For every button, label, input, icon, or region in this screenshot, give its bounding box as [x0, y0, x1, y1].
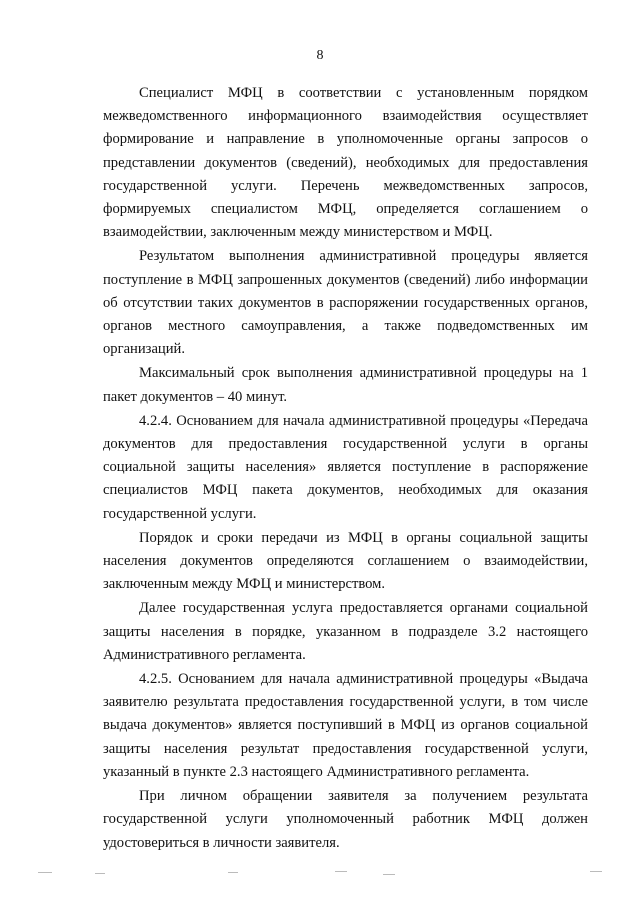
page-number: 8 — [316, 48, 324, 63]
scan-artifact — [590, 871, 602, 872]
scan-artifact — [38, 872, 52, 873]
scan-artifact — [228, 872, 238, 873]
document-body — [103, 82, 588, 855]
paragraph-section-4-2-4: 4.2.4. Основанием для начала административной процедуры «Передача документов для предоставления государственной услуги в органы социальной защиты населения» является поступление в распоряжение специалистов МФЦ пакета документов, необходимых для оказания государственной услуги. — [103, 412, 588, 522]
paragraph-transfer-order: Порядок и сроки передачи из МФЦ в органы социальной защиты населения документов определяются соглашением о взаимодействии, заключенным между МФЦ и министерством. — [103, 529, 588, 593]
scan-artifact — [335, 871, 347, 872]
paragraph-procedure-result: Результатом выполнения административной процедуры является поступление в МФЦ запрошенных документов (сведений) либо информации об отсутствии таких документов в распоряжении государственных органов, органов местного самоуправления, а также подведомственных им организаций. — [103, 248, 588, 358]
paragraph-identity-check: При личном обращении заявителя за получением результата государственной услуги уполномоченный работник МФЦ должен удостовериться в личности заявителя. — [103, 788, 588, 851]
paragraph-max-duration: Максимальный срок выполнения административной процедуры на 1 пакет документов – 40 минут. — [103, 365, 588, 405]
scan-artifact — [95, 873, 105, 874]
paragraph-section-4-2-5: 4.2.5. Основанием для начала административной процедуры «Выдача заявителю результата предоставления государственной услуги, в том числе выдача документов» является поступивший в МФЦ из органов социальной защиты населения результат предоставления государственной услуги, указанный в пункте 2.3 настоящего Административного регламента. — [103, 671, 588, 780]
paragraph-service-provision: Далее государственная услуга предоставляется органами социальной защиты населения в порядке, указанном в подразделе 3.2 настоящего Административного регламента. — [103, 600, 588, 663]
paragraph-interagency-requests: Специалист МФЦ в соответствии с установленным порядком межведомственного информационного взаимодействия осуществляет формирование и направление в уполномоченные органы запросов о представлении документов (сведений), необходимых для предоставления государственной услуги. Перечень межведомственных запросов, формируемых специалистом МФЦ, определяется соглашением о взаимодействии, заключенным между министерством и МФЦ. — [103, 85, 588, 241]
scan-artifact — [383, 874, 395, 875]
